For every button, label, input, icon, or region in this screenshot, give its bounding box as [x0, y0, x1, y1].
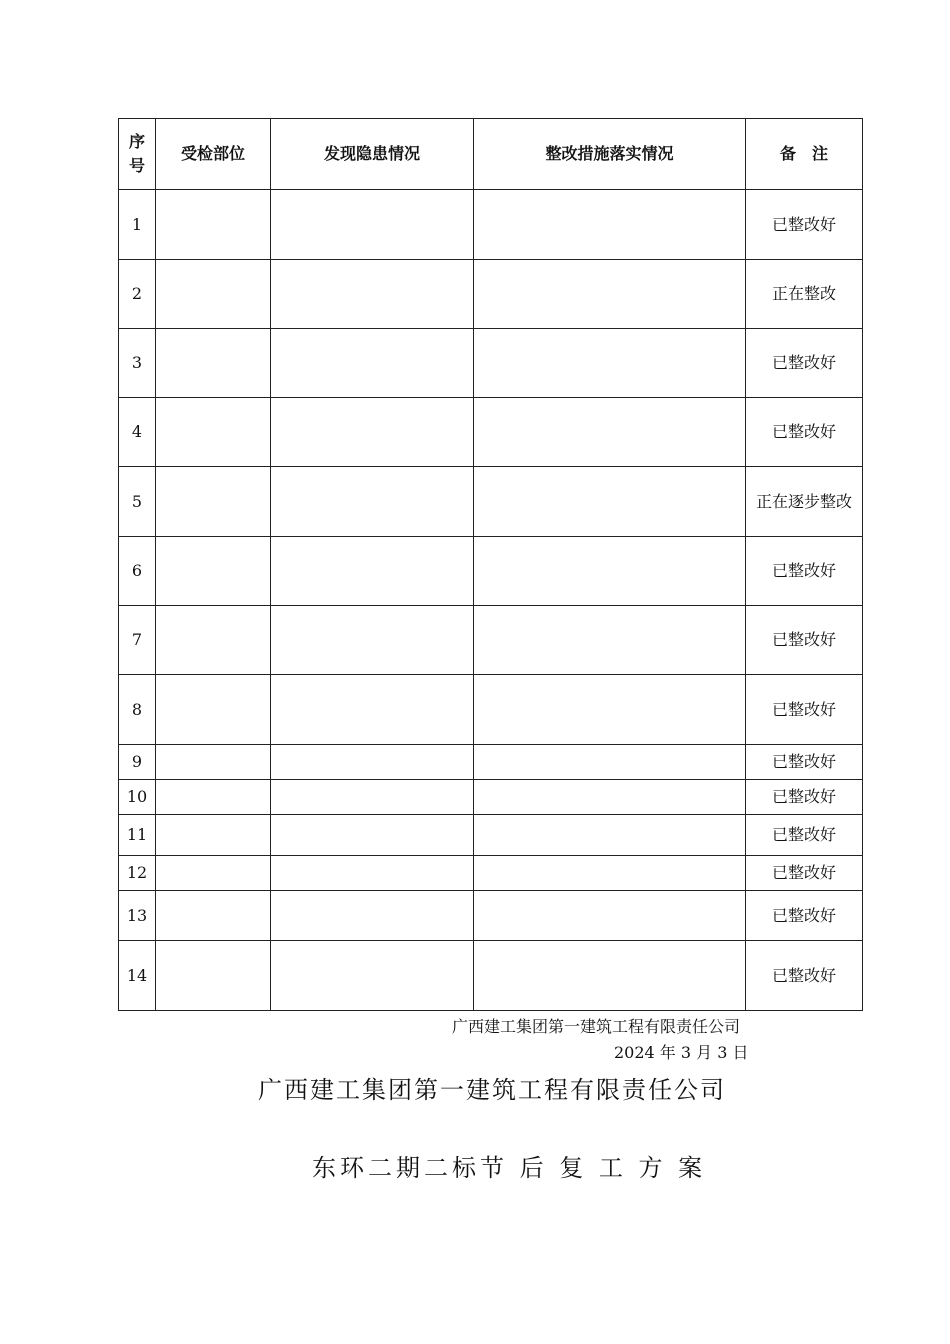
header-location: 受检部位 — [156, 119, 271, 190]
row-measures — [474, 891, 746, 941]
plan-title: 东环二期二标节 后 复 工 方 案 — [312, 1154, 707, 1182]
table-row — [119, 606, 863, 675]
row-location — [156, 941, 271, 1011]
table-row — [119, 856, 863, 891]
row-measures — [474, 398, 746, 467]
table-row — [119, 780, 863, 815]
row-measures — [474, 815, 746, 856]
signature-company: 广西建工集团第一建筑工程有限责任公司 — [452, 1017, 741, 1036]
row-measures — [474, 537, 746, 606]
row-number: 2 — [119, 260, 156, 329]
row-measures — [474, 856, 746, 891]
row-location — [156, 190, 271, 260]
header-remarks: 备 注 — [746, 119, 863, 190]
row-hazard — [271, 675, 474, 745]
table-row — [119, 891, 863, 941]
row-hazard — [271, 467, 474, 537]
row-remark: 已整改好 — [746, 675, 863, 745]
row-remark: 已整改好 — [746, 891, 863, 941]
table-row — [119, 190, 863, 260]
row-number: 4 — [119, 398, 156, 467]
row-remark: 已整改好 — [746, 606, 863, 675]
row-number: 6 — [119, 537, 156, 606]
row-number: 12 — [119, 856, 156, 891]
row-number: 11 — [119, 815, 156, 856]
table-row — [119, 941, 863, 1011]
row-measures — [474, 606, 746, 675]
table-header-row — [119, 119, 863, 190]
row-measures — [474, 329, 746, 398]
row-measures — [474, 745, 746, 780]
company-heading: 广西建工集团第一建筑工程有限责任公司 — [258, 1076, 726, 1104]
row-location — [156, 606, 271, 675]
table-row — [119, 398, 863, 467]
row-location — [156, 675, 271, 745]
row-number: 14 — [119, 941, 156, 1011]
row-hazard — [271, 815, 474, 856]
row-measures — [474, 260, 746, 329]
row-hazard — [271, 190, 474, 260]
row-measures — [474, 941, 746, 1011]
row-location — [156, 745, 271, 780]
row-location — [156, 537, 271, 606]
row-remark: 已整改好 — [746, 780, 863, 815]
row-remark: 已整改好 — [746, 941, 863, 1011]
row-number: 1 — [119, 190, 156, 260]
row-location — [156, 398, 271, 467]
row-measures — [474, 190, 746, 260]
row-location — [156, 329, 271, 398]
header-measures: 整改措施落实情况 — [474, 119, 746, 190]
row-remark: 已整改好 — [746, 537, 863, 606]
table-row — [119, 675, 863, 745]
row-remark: 已整改好 — [746, 815, 863, 856]
row-location — [156, 467, 271, 537]
table-row — [119, 329, 863, 398]
row-number: 10 — [119, 780, 156, 815]
row-number: 3 — [119, 329, 156, 398]
row-hazard — [271, 780, 474, 815]
table-row — [119, 467, 863, 537]
table-row — [119, 815, 863, 856]
row-remark: 正在逐步整改 — [746, 467, 863, 537]
table-row — [119, 260, 863, 329]
row-hazard — [271, 260, 474, 329]
row-number: 9 — [119, 745, 156, 780]
row-hazard — [271, 606, 474, 675]
row-hazard — [271, 745, 474, 780]
row-remark: 已整改好 — [746, 745, 863, 780]
row-remark: 正在整改 — [746, 260, 863, 329]
row-remark: 已整改好 — [746, 190, 863, 260]
row-number: 7 — [119, 606, 156, 675]
row-remark: 已整改好 — [746, 329, 863, 398]
row-remark: 已整改好 — [746, 398, 863, 467]
row-measures — [474, 675, 746, 745]
row-location — [156, 891, 271, 941]
header-seq: 序 号 — [119, 119, 156, 190]
row-location — [156, 260, 271, 329]
row-location — [156, 780, 271, 815]
table-row — [119, 745, 863, 780]
table-row — [119, 537, 863, 606]
row-number: 8 — [119, 675, 156, 745]
header-hazard: 发现隐患情况 — [271, 119, 474, 190]
row-hazard — [271, 941, 474, 1011]
row-hazard — [271, 537, 474, 606]
row-hazard — [271, 398, 474, 467]
row-measures — [474, 467, 746, 537]
row-number: 13 — [119, 891, 156, 941]
row-number: 5 — [119, 467, 156, 537]
row-hazard — [271, 856, 474, 891]
row-location — [156, 815, 271, 856]
inspection-table — [118, 118, 863, 1011]
row-measures — [474, 780, 746, 815]
signature-date: 2024 年 3 月 3 日 — [614, 1043, 749, 1062]
row-remark: 已整改好 — [746, 856, 863, 891]
row-location — [156, 856, 271, 891]
row-hazard — [271, 329, 474, 398]
row-hazard — [271, 891, 474, 941]
